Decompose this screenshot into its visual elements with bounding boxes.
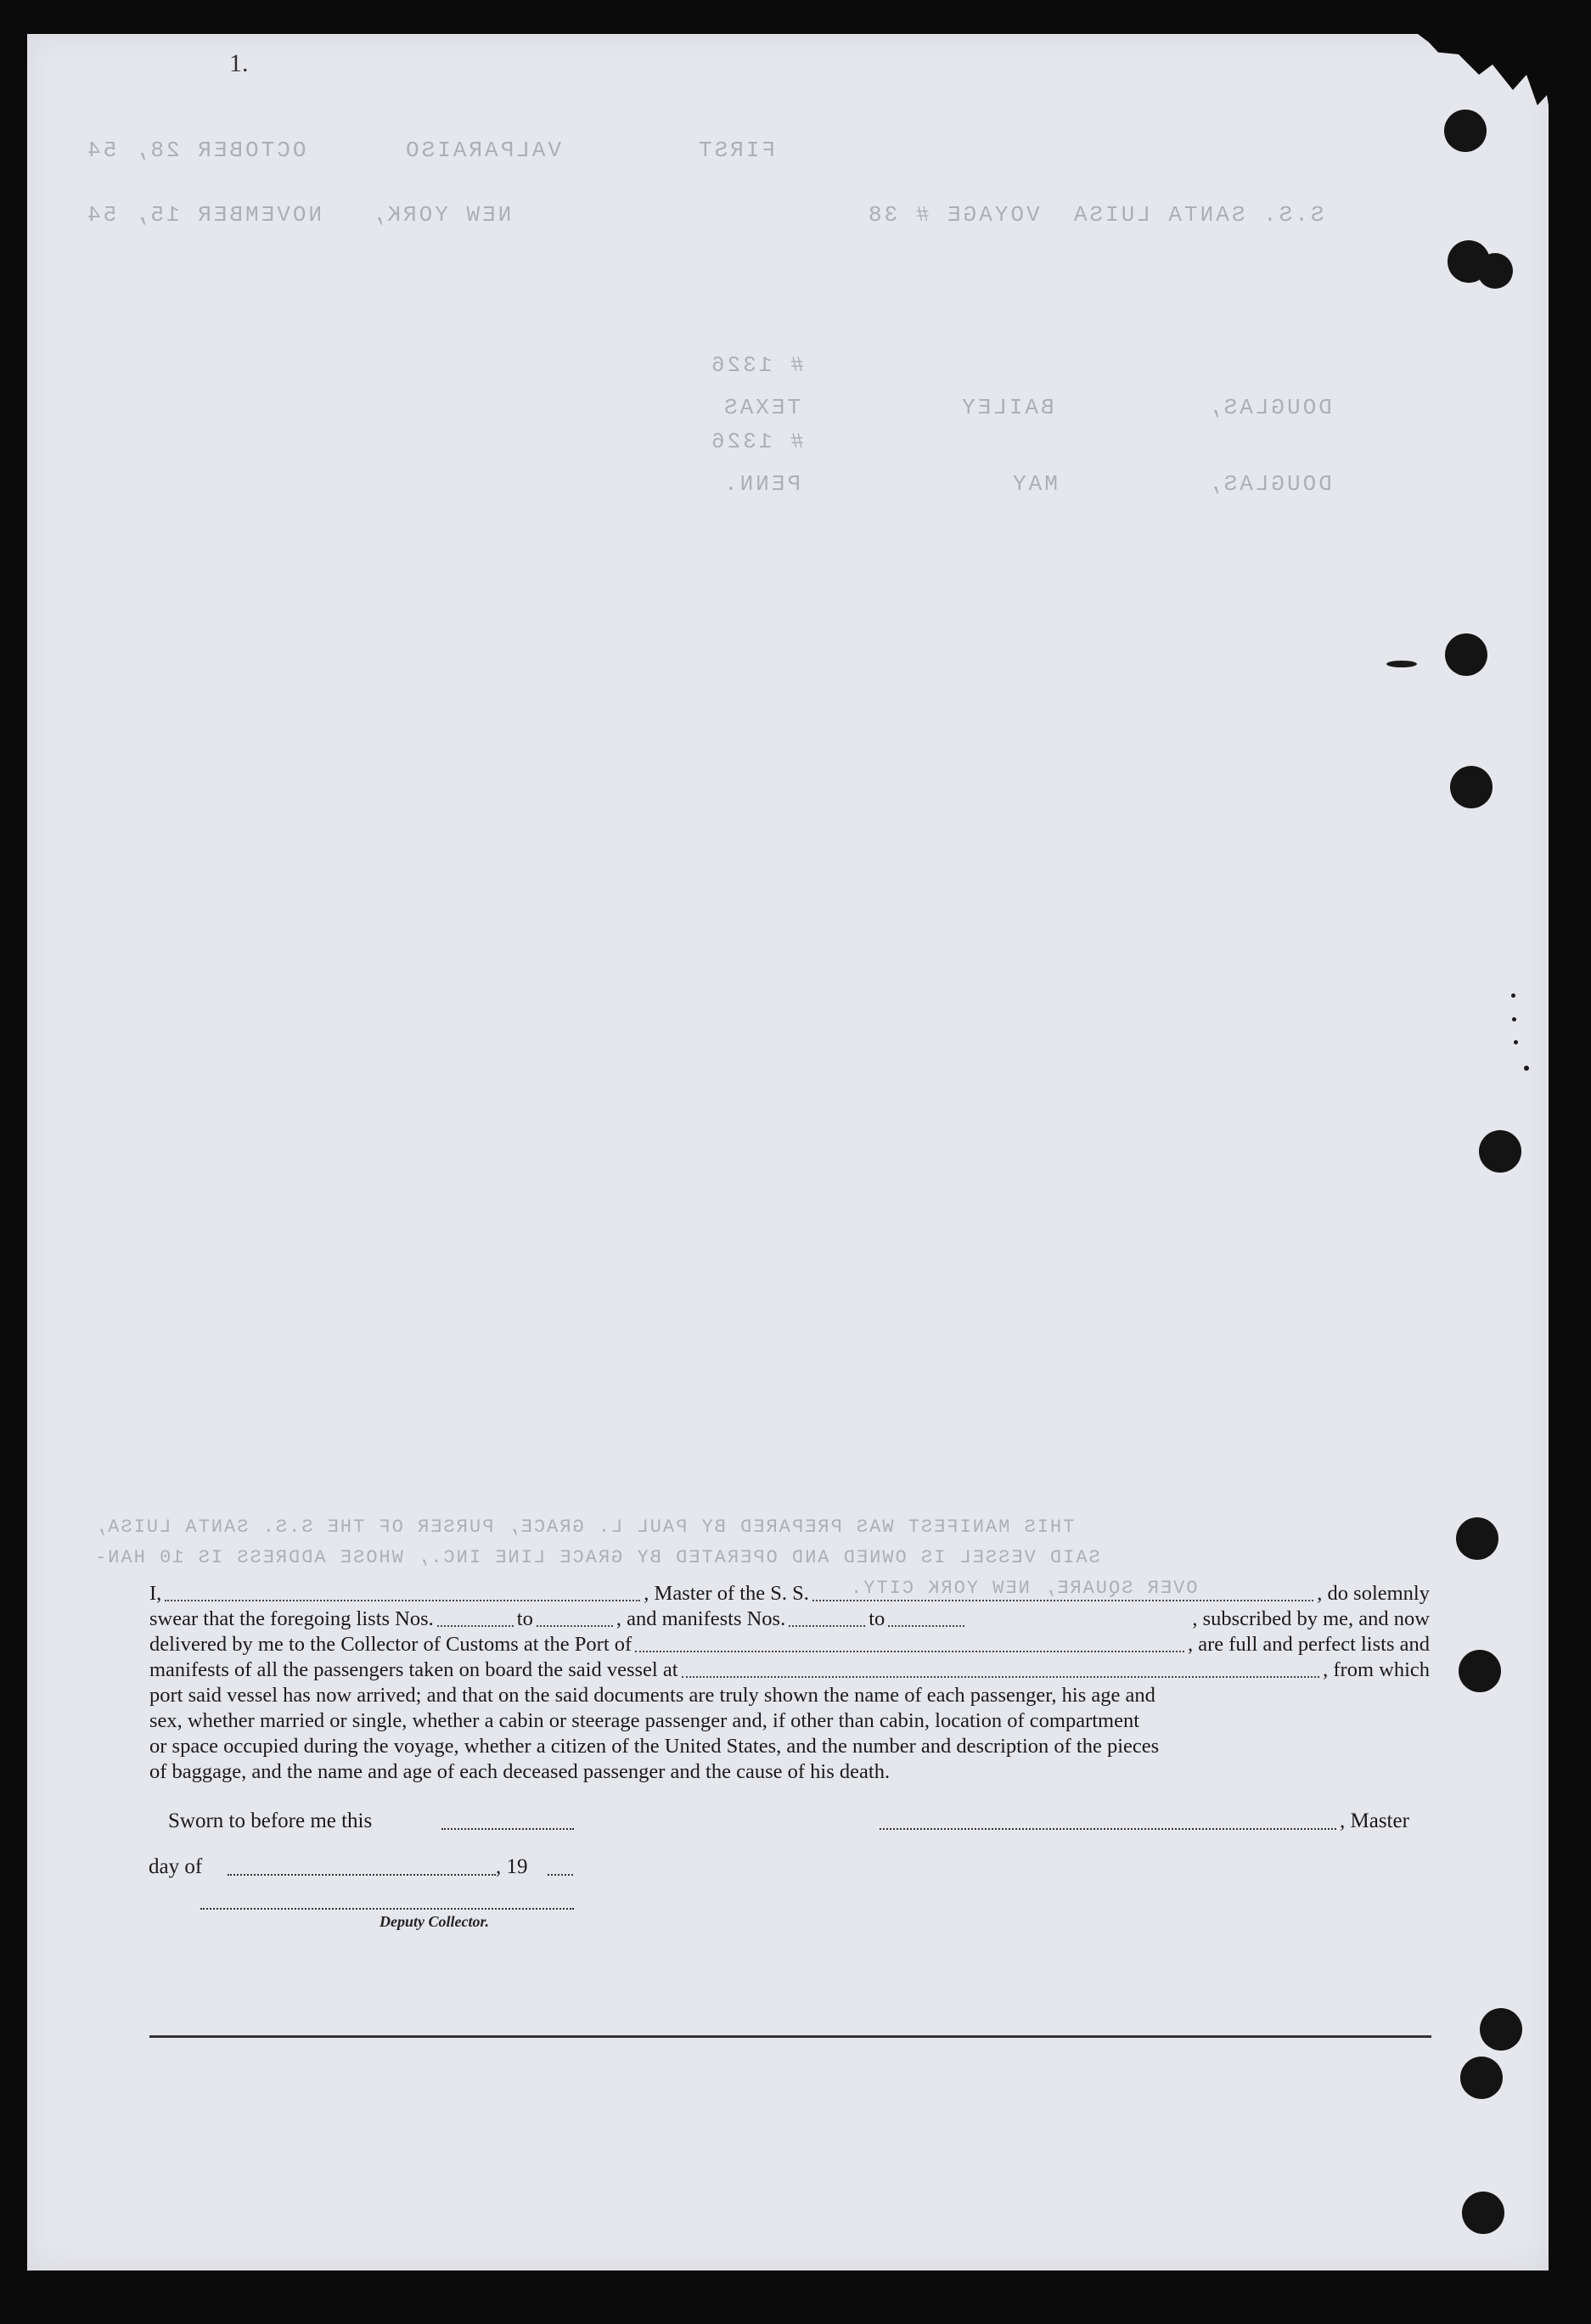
bleed-header-vessel: S.S. SANTA LUISA VOYAGE # 38 xyxy=(866,202,1324,228)
bleed-footer-line-3: OVER SQUARE, NEW YORK CITY. xyxy=(849,1578,1198,1599)
punch-hole xyxy=(1456,1517,1498,1560)
bleed-header-first: FIRST xyxy=(696,138,776,163)
month-field[interactable] xyxy=(228,1874,496,1876)
bottom-rule xyxy=(149,2035,1431,2038)
page-number: 1. xyxy=(229,49,249,77)
ink-speck xyxy=(1512,1017,1516,1021)
bleed-row-surname-1: DOUGLAS, xyxy=(1206,395,1332,420)
oath-text: , subscribed by me, and now xyxy=(1192,1607,1430,1630)
oath-text: port said vessel has now arrived; and that on the said documents are truly shown the name of each passenger, his age and xyxy=(149,1684,1155,1707)
ink-speck xyxy=(1514,1040,1518,1044)
bleed-row-surname-2: DOUGLAS, xyxy=(1206,471,1332,497)
oath-text: I, xyxy=(149,1582,162,1605)
oath-text: , are full and perfect lists and xyxy=(1187,1633,1430,1656)
oath-text: of baggage, and the name and age of each deceased passenger and the cause of his death. xyxy=(149,1760,891,1783)
bleed-footer-line-2: SAID VESSEL IS OWNED AND OPERATED BY GRACE LINE INC., WHOSE ADDRESS IS 10 HAN- xyxy=(93,1547,1100,1568)
master-signature-field[interactable] xyxy=(880,1828,1336,1830)
oath-text: , do solemnly xyxy=(1317,1582,1430,1605)
bleed-row-name-2: MAY xyxy=(1010,471,1058,497)
bleed-header-date: OCTOBER 28, 54 xyxy=(85,138,306,163)
oath-text: to xyxy=(516,1607,533,1630)
oath-text: swear that the foregoing lists Nos. xyxy=(149,1607,434,1630)
deputy-signature-field[interactable] xyxy=(200,1908,574,1910)
punch-hole xyxy=(1480,2008,1522,2051)
bleed-row-state-1: TEXAS xyxy=(722,395,801,420)
punch-hole xyxy=(1477,253,1513,289)
oath-text: , Master of the S. S. xyxy=(644,1582,809,1605)
oath-line xyxy=(149,1607,1430,1632)
bleed-header-arrival: NEW YORK, NOVEMBER 15, 54 xyxy=(85,202,512,228)
lists-from-field[interactable] xyxy=(437,1607,514,1627)
sworn-label: Sworn to before me this xyxy=(168,1809,373,1832)
punch-hole xyxy=(1479,1130,1521,1173)
punch-hole xyxy=(1450,766,1493,808)
sworn-date-field[interactable] xyxy=(441,1828,574,1830)
master-label: , Master xyxy=(1340,1809,1409,1832)
oath-text: , from which xyxy=(1323,1658,1430,1681)
oath-line xyxy=(149,1632,1430,1657)
bleed-header-port: VALPARAISO xyxy=(403,138,562,163)
deputy-collector-label: Deputy Collector. xyxy=(379,1913,489,1930)
oath-line xyxy=(149,1581,1430,1607)
oath-text: sex, whether married or single, whether a cabin or steerage passenger and, if other than cabin, location of compartment xyxy=(149,1709,1140,1732)
oath-text: to xyxy=(869,1607,885,1630)
bleed-footer-line-1: THIS MANIFEST WAS PREPARED BY PAUL L. GRACE, PURSER OF THE S.S. SANTA LUISA, xyxy=(93,1517,1075,1538)
manifests-from-field[interactable] xyxy=(789,1607,865,1627)
oath-paragraph xyxy=(149,1581,1430,1785)
year-field[interactable] xyxy=(548,1874,573,1876)
oath-text: manifests of all the passengers taken on board the said vessel at xyxy=(149,1658,678,1681)
punch-hole xyxy=(1462,2192,1504,2234)
lists-to-field[interactable] xyxy=(537,1607,613,1627)
punch-hole xyxy=(1459,1650,1501,1692)
bleed-row-state-2: PENN. xyxy=(722,471,801,497)
punch-hole xyxy=(1445,633,1487,676)
punch-hole xyxy=(1444,110,1487,152)
oath-line xyxy=(149,1657,1430,1683)
year-label: , 19 xyxy=(496,1855,528,1878)
oath-text: , and manifests Nos. xyxy=(616,1607,786,1630)
day-of-label: day of xyxy=(149,1855,203,1878)
ink-speck xyxy=(1524,1066,1529,1071)
port-of-departure-field[interactable] xyxy=(682,1657,1320,1678)
ink-speck xyxy=(1386,661,1417,667)
master-name-field[interactable] xyxy=(165,1581,640,1601)
oath-text: or space occupied during the voyage, whether a citizen of the United States, and the number and description of the pieces xyxy=(149,1735,1160,1758)
manifests-to-field[interactable] xyxy=(888,1607,964,1627)
bleed-row-number-1: # 1326 xyxy=(709,352,804,378)
ink-speck xyxy=(1511,993,1515,998)
vessel-name-field[interactable] xyxy=(812,1581,1313,1601)
port-of-arrival-field[interactable] xyxy=(635,1632,1184,1652)
oath-text: delivered by me to the Collector of Customs at the Port of xyxy=(149,1633,632,1656)
punch-hole xyxy=(1460,2057,1503,2099)
bleed-row-number-2: # 1326 xyxy=(709,429,804,454)
bleed-row-name-1: BAILEY xyxy=(959,395,1054,420)
